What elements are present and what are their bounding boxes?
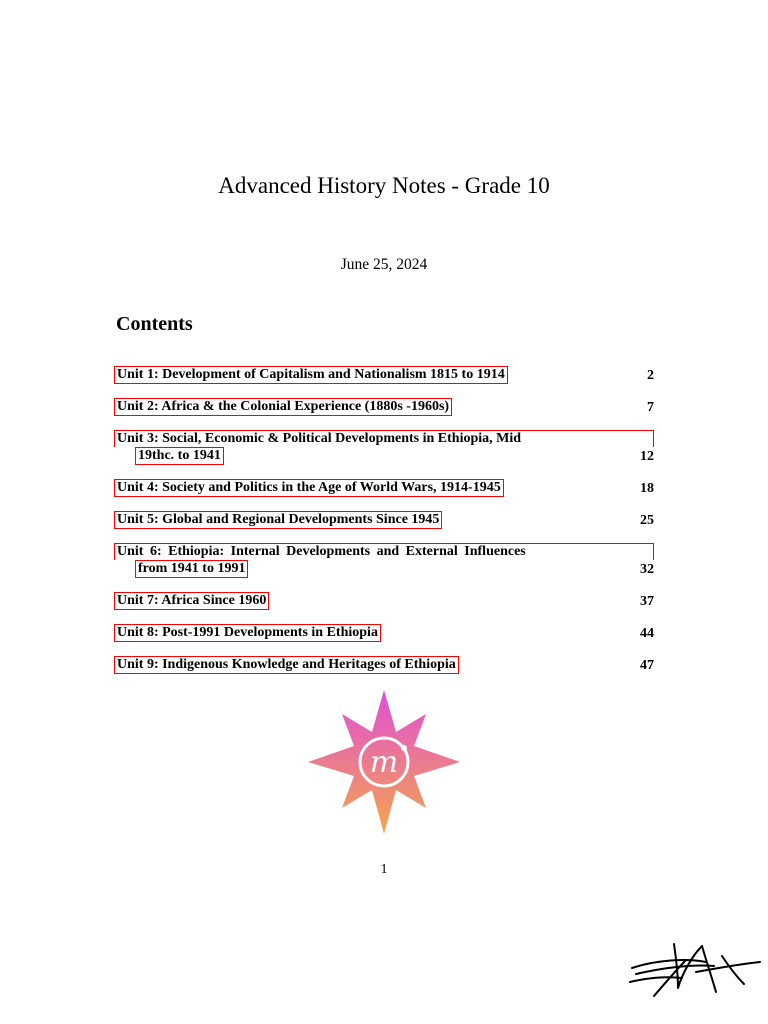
toc-page-number: 2: [647, 368, 654, 383]
toc-link-unit-4[interactable]: Unit 4: Society and Politics in the Age of World Wars, 1914-1945: [114, 479, 504, 497]
toc-page-number: 12: [640, 449, 654, 464]
toc-link-unit-6[interactable]: Unit 6: Ethiopia: Internal Developments and External Influences from 1941 to 1991: [114, 543, 654, 578]
contents-heading: Contents: [116, 313, 193, 335]
toc-link-unit-3[interactable]: Unit 3: Social, Economic & Political Developments in Ethiopia, Mid 19thc. to 1941: [114, 430, 654, 465]
toc-page-number: 25: [640, 513, 654, 528]
logo-monogram: m: [369, 745, 399, 780]
star-logo-icon: [308, 690, 460, 834]
toc-page-number: 44: [640, 626, 654, 641]
document-date: June 25, 2024: [340, 256, 428, 273]
signature-icon: [626, 938, 766, 1004]
toc-link-unit-2[interactable]: Unit 2: Africa & the Colonial Experience (1880s -1960s): [114, 398, 452, 416]
toc-page-number: 7: [647, 400, 654, 415]
toc-page-number: 37: [640, 594, 654, 609]
document-title: Advanced History Notes - Grade 10: [218, 173, 550, 198]
toc-page-number: 47: [640, 658, 654, 673]
toc-link-unit-8[interactable]: Unit 8: Post-1991 Developments in Ethiopia: [114, 624, 381, 642]
toc-link-unit-5[interactable]: Unit 5: Global and Regional Developments Since 1945: [114, 511, 442, 529]
toc-link-unit-9[interactable]: Unit 9: Indigenous Knowledge and Heritages of Ethiopia: [114, 656, 459, 674]
toc-page-number: 18: [640, 481, 654, 496]
toc-link-unit-1[interactable]: Unit 1: Development of Capitalism and Nationalism 1815 to 1914: [114, 366, 508, 384]
toc-page-number: 32: [640, 562, 654, 577]
toc-link-unit-7[interactable]: Unit 7: Africa Since 1960: [114, 592, 269, 610]
page-number: 1: [380, 862, 388, 877]
